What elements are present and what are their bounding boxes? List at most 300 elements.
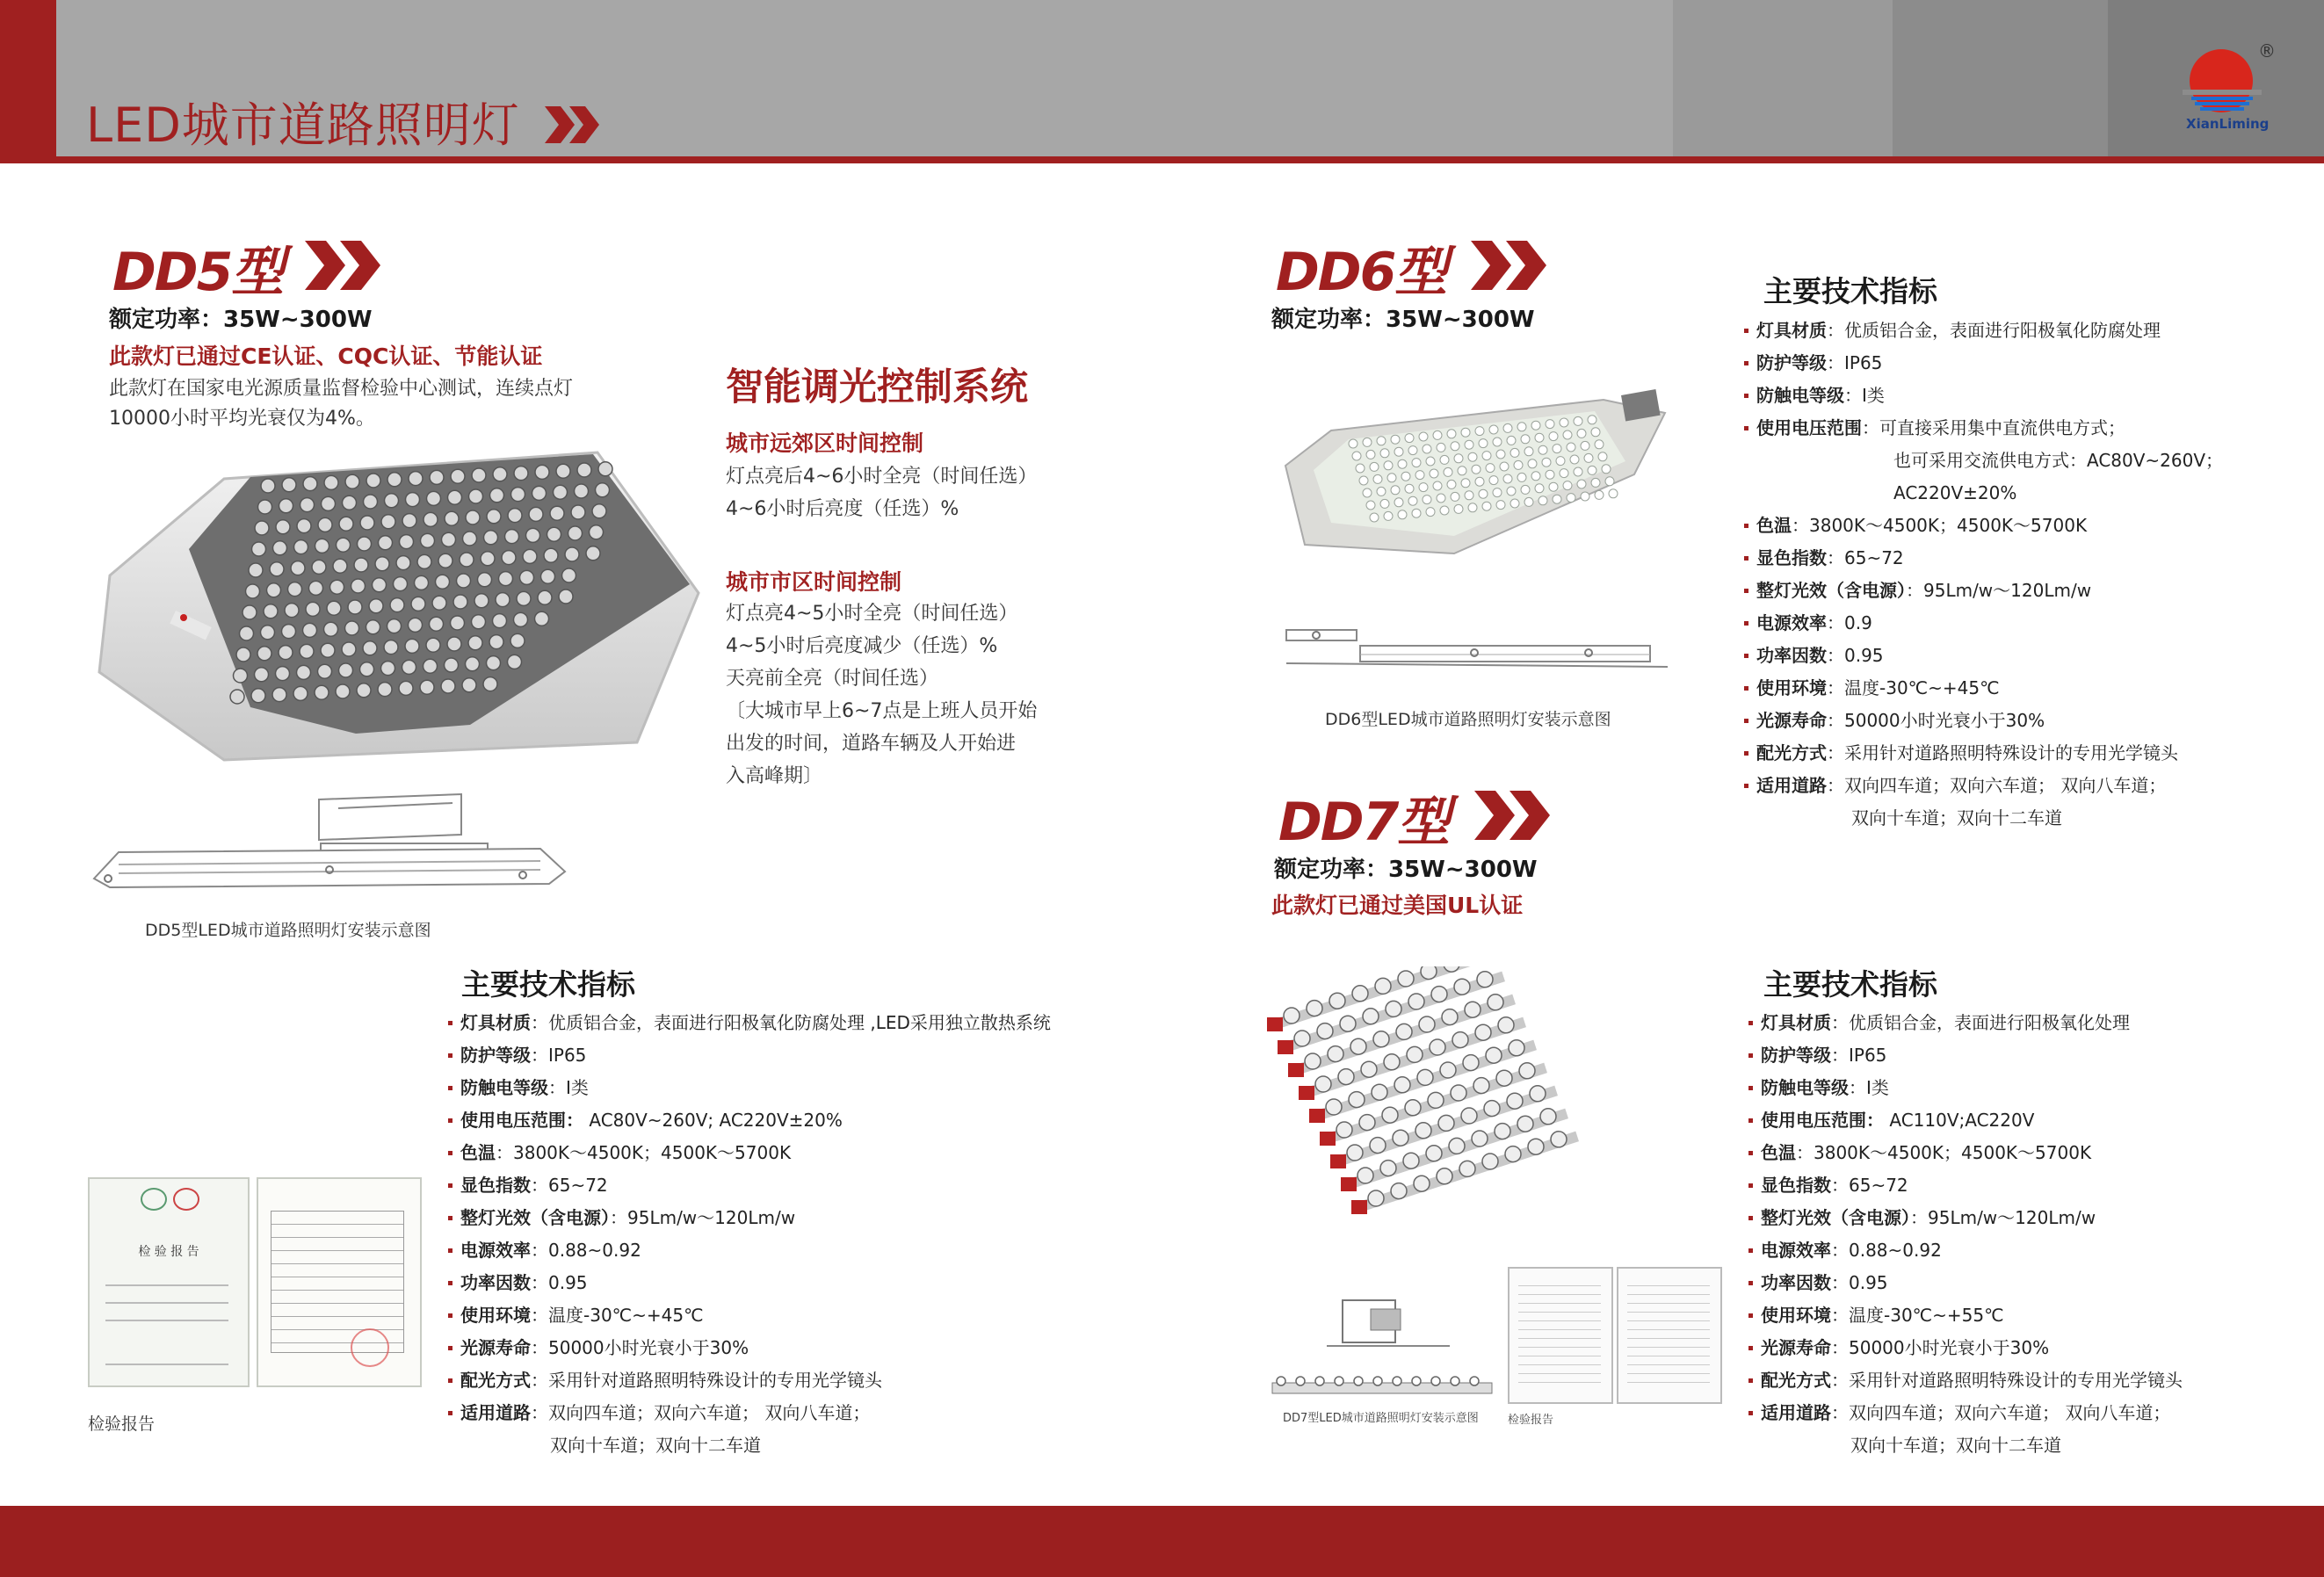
led-chip xyxy=(1489,425,1498,434)
dd5-install-diagram xyxy=(83,791,576,905)
led-chip xyxy=(1356,464,1365,473)
led-module xyxy=(1477,972,1493,987)
dd6-model-title xyxy=(1276,230,1445,306)
spec-key: 配光方式 xyxy=(1761,1370,1831,1391)
dd5-specs-list xyxy=(448,1007,1116,1462)
led-chip xyxy=(339,517,353,531)
led-chip xyxy=(508,509,522,523)
spec-value: ：65~72 xyxy=(531,1175,608,1196)
led-chip xyxy=(1373,474,1382,483)
dd5-desc-line: 10000小时平均光衰仅为4%。 xyxy=(109,408,375,430)
led-chip xyxy=(318,517,332,532)
led-chip xyxy=(481,552,495,566)
spec-key: 适用道路 xyxy=(1761,1402,1831,1423)
led-chip xyxy=(577,463,591,477)
led-chip xyxy=(255,521,269,535)
spec-item xyxy=(1744,510,2306,542)
led-chip xyxy=(1430,469,1438,478)
led-module xyxy=(1495,1124,1510,1139)
led-chip xyxy=(1553,445,1561,453)
led-module xyxy=(1382,1107,1398,1123)
spec-key: 显色指数 xyxy=(1761,1175,1831,1196)
led-chip xyxy=(1408,446,1417,455)
led-chip xyxy=(343,496,357,510)
led-module xyxy=(1363,1009,1379,1024)
spec-key: 功率因数 xyxy=(1761,1272,1831,1293)
spec-item xyxy=(1744,380,2306,412)
led-chip xyxy=(279,499,293,513)
spec-item xyxy=(1744,575,2306,607)
led-module xyxy=(1482,1154,1498,1169)
led-chip xyxy=(1415,471,1424,480)
led-chip xyxy=(472,468,486,482)
led-chip xyxy=(1423,445,1431,453)
led-chip xyxy=(1366,501,1375,510)
led-chip xyxy=(1380,449,1389,458)
led-chip xyxy=(249,563,263,577)
led-chip xyxy=(462,678,476,692)
spec-value: ：双向四车道；双向六车道； 双向八车道； xyxy=(531,1402,871,1423)
led-module xyxy=(1419,1016,1435,1032)
led-chip xyxy=(291,561,305,575)
led-chip xyxy=(1412,459,1421,467)
led-chip xyxy=(234,669,248,683)
led-chip xyxy=(366,620,380,634)
led-module xyxy=(1380,1161,1396,1176)
end-cap xyxy=(1267,1017,1283,1031)
spec-item xyxy=(448,1397,1116,1429)
led-module xyxy=(1372,1084,1387,1100)
led-chip xyxy=(1560,469,1568,478)
led-chip xyxy=(288,582,302,597)
led-chip xyxy=(357,684,371,698)
city-control-lines xyxy=(726,597,1037,792)
led-chip xyxy=(324,622,338,636)
led-module xyxy=(1352,986,1368,1002)
led-chip xyxy=(240,626,254,640)
led-module xyxy=(1430,1039,1445,1055)
led-chip xyxy=(1391,435,1400,444)
page-title-text: LED城市道路照明灯 xyxy=(86,98,520,153)
led-chip xyxy=(514,467,528,481)
spec-item xyxy=(448,1104,1116,1137)
led-chip xyxy=(1503,423,1512,432)
led-chip xyxy=(496,593,510,607)
led-module xyxy=(1357,1168,1373,1183)
spec-item xyxy=(1748,1364,2311,1397)
end-cap xyxy=(1278,1040,1293,1054)
led-chip xyxy=(1384,511,1393,520)
city-line: 灯点亮4~5小时全亮（时间任选） xyxy=(726,603,1018,625)
led-module xyxy=(1472,1131,1488,1147)
led-chip xyxy=(1542,458,1551,467)
led-chip xyxy=(1503,474,1512,483)
spec-key: 功率因数 xyxy=(1756,645,1827,666)
led-chip xyxy=(333,559,347,573)
dd6-rated-power: 额定功率：35W~300W xyxy=(1271,307,1535,333)
dd5-report-caption: 检验报告 xyxy=(88,1414,156,1434)
led-chip xyxy=(1482,452,1491,460)
led-module xyxy=(1498,1017,1514,1033)
led-module xyxy=(1408,994,1424,1009)
led-chip xyxy=(1461,479,1470,488)
led-chip xyxy=(1556,457,1565,466)
led-chip xyxy=(1591,428,1600,437)
led-chip xyxy=(1468,503,1477,512)
led-chip xyxy=(1437,443,1445,452)
led-chip xyxy=(351,579,366,593)
led-chip xyxy=(457,574,471,588)
double-chevron-icon xyxy=(543,105,605,145)
led-chip xyxy=(394,577,408,591)
led-chip xyxy=(505,530,519,544)
spec-value: ：I类 xyxy=(1844,385,1885,406)
spec-item xyxy=(1744,315,2306,347)
led-chip xyxy=(468,636,482,650)
led-chip xyxy=(273,541,287,555)
led-chip xyxy=(1517,423,1526,431)
led-chip xyxy=(1546,420,1554,429)
led-chip xyxy=(1549,432,1558,441)
led-chip xyxy=(1447,480,1456,488)
led-chip xyxy=(348,600,362,614)
spec-value: AC80V~260V; AC220V±20% xyxy=(583,1110,843,1131)
spec-value: ：温度-30℃~+45℃ xyxy=(1827,677,2000,698)
spec-key: 灯具材质 xyxy=(1761,1012,1831,1033)
led-chip xyxy=(592,504,606,518)
led-chip xyxy=(406,493,420,507)
led-chip xyxy=(1433,430,1442,439)
led-chip xyxy=(1595,490,1604,499)
led-chip xyxy=(1391,486,1400,495)
led-chip xyxy=(306,602,320,616)
led-chip xyxy=(451,469,465,483)
led-chip xyxy=(1458,467,1466,475)
spec-item xyxy=(1744,347,2306,380)
led-chip xyxy=(282,625,296,639)
led-module xyxy=(1336,1122,1352,1138)
spec-key: 防护等级 xyxy=(460,1045,531,1066)
led-chip xyxy=(354,558,368,572)
led-chip xyxy=(318,664,332,678)
led-module xyxy=(1338,1069,1354,1085)
led-chip xyxy=(1584,453,1593,462)
led-chip xyxy=(1535,433,1544,442)
led-chip xyxy=(1549,482,1558,491)
led-chip xyxy=(267,583,281,597)
led-chip xyxy=(526,528,540,542)
dd5-install-caption: DD5型LED城市道路照明灯安装示意图 xyxy=(145,921,431,940)
led-chip xyxy=(345,621,359,635)
spec-key: 防触电等级 xyxy=(460,1077,548,1098)
led-module xyxy=(1373,1031,1389,1047)
led-module xyxy=(1505,1147,1521,1162)
led-chip xyxy=(337,538,351,552)
led-chip xyxy=(420,680,434,694)
led-chip xyxy=(511,488,525,502)
led-chip xyxy=(315,539,329,553)
led-chip xyxy=(400,535,414,549)
dd7-specs-title: 主要技术指标 xyxy=(1763,967,1937,1002)
led-chip xyxy=(1475,427,1484,436)
led-chip xyxy=(236,647,250,662)
page-title xyxy=(86,88,605,156)
spec-continuation: 双向十车道；双向十二车道 xyxy=(1851,807,2062,828)
led-chip xyxy=(1510,448,1519,457)
led-chip xyxy=(366,474,380,488)
led-chip xyxy=(324,475,338,489)
spec-key: 防护等级 xyxy=(1756,352,1827,373)
led-chip xyxy=(1359,476,1368,485)
led-chip xyxy=(430,470,444,484)
led-chip xyxy=(409,618,423,632)
spec-item xyxy=(448,1364,1116,1397)
led-chip xyxy=(568,526,583,540)
spec-key: 防护等级 xyxy=(1761,1045,1831,1066)
led-chip xyxy=(327,601,341,615)
dd5-certification: 此款灯已通过CE认证、CQC认证、节能认证 xyxy=(109,344,543,369)
led-chip xyxy=(1384,461,1393,470)
dd5-rated-power: 额定功率：35W~300W xyxy=(109,307,373,333)
spec-value: ：温度-30℃~+45℃ xyxy=(531,1305,704,1326)
led-chip xyxy=(230,690,244,704)
led-chip xyxy=(1574,467,1582,476)
led-chip xyxy=(472,615,486,629)
led-chip xyxy=(1581,441,1589,450)
header-bar-shade xyxy=(1893,0,2108,160)
led-module xyxy=(1350,1038,1366,1054)
header-divider xyxy=(0,156,2324,163)
led-module xyxy=(1405,1100,1421,1116)
led-chip xyxy=(571,505,585,519)
led-module xyxy=(1473,1078,1489,1094)
led-chip xyxy=(556,464,570,478)
dd5-model-text: DD5型 xyxy=(112,242,283,303)
spec-value: ：采用针对道路照明特殊设计的专用光学镜头 xyxy=(1827,742,2178,763)
led-chip xyxy=(483,677,497,691)
dd6-specs-list xyxy=(1744,315,2306,835)
led-module xyxy=(1509,1040,1524,1056)
city-line: 出发的时间，道路车辆及人开始进 xyxy=(726,733,1017,755)
led-chip xyxy=(293,686,308,700)
led-chip xyxy=(1451,492,1459,501)
led-module xyxy=(1393,1377,1401,1385)
led-chip xyxy=(510,633,525,647)
led-chip xyxy=(1405,484,1414,493)
spec-key: 整灯光效（含电源） xyxy=(1756,580,1906,601)
spec-value: ：0.95 xyxy=(1831,1272,1888,1293)
led-module xyxy=(1315,1377,1324,1385)
led-chip xyxy=(390,598,404,612)
led-chip xyxy=(550,506,564,520)
led-chip xyxy=(586,546,600,561)
led-module xyxy=(1415,1123,1431,1139)
spec-item xyxy=(448,1234,1116,1267)
header-bar-shade xyxy=(1673,0,1893,160)
spec-item xyxy=(1744,672,2306,705)
led-module xyxy=(1349,1092,1365,1108)
spec-value: ：I类 xyxy=(548,1077,589,1098)
spec-key: 光源寿命 xyxy=(460,1337,531,1358)
dd7-install-diagram xyxy=(1265,1291,1502,1406)
led-chip xyxy=(1574,416,1582,425)
led-chip xyxy=(300,498,315,512)
spec-item xyxy=(448,1169,1116,1202)
led-chip xyxy=(575,484,589,498)
led-module xyxy=(1315,1076,1331,1092)
led-module xyxy=(1329,993,1345,1009)
led-module xyxy=(1284,1008,1300,1024)
spec-item xyxy=(1748,1299,2311,1332)
spec-continuation: 双向十车道；双向十二车道 xyxy=(1850,1435,2061,1456)
led-chip xyxy=(1553,495,1561,503)
led-chip xyxy=(1479,489,1488,498)
city-line: 4~5小时后亮度减少（任选）% xyxy=(726,635,998,657)
led-chip xyxy=(1419,483,1428,492)
led-chip xyxy=(466,657,480,671)
led-chip xyxy=(1461,428,1470,437)
spec-key: 防触电等级 xyxy=(1756,385,1844,406)
end-cap xyxy=(1288,1063,1304,1077)
led-chip xyxy=(424,659,438,673)
dd7-specs-list xyxy=(1748,1007,2311,1462)
led-chip xyxy=(1377,437,1386,445)
led-chip xyxy=(1405,434,1414,443)
spec-value: ：95Lm/w～120Lm/w xyxy=(610,1207,796,1228)
led-module xyxy=(1375,978,1391,994)
led-chip xyxy=(427,491,441,505)
led-chip xyxy=(381,662,395,676)
dd7-rated-power: 额定功率：35W~300W xyxy=(1274,857,1538,883)
led-chip xyxy=(336,684,350,698)
spec-item xyxy=(448,1202,1116,1234)
brand-logo xyxy=(2183,44,2270,141)
led-chip xyxy=(544,548,558,562)
spec-value: ：IP65 xyxy=(531,1045,587,1066)
led-chip xyxy=(562,568,576,582)
spec-key: 电源效率 xyxy=(460,1240,531,1261)
led-module xyxy=(1437,1168,1452,1184)
led-chip xyxy=(379,536,393,550)
led-chip xyxy=(1500,462,1509,471)
spec-value: ：双向四车道；双向六车道； 双向八车道； xyxy=(1831,1402,2171,1423)
led-chip xyxy=(1468,452,1477,461)
led-chip xyxy=(385,494,399,508)
dd5-double-chevron-icon xyxy=(303,239,391,292)
spec-key: 配光方式 xyxy=(460,1370,531,1391)
led-chip xyxy=(1370,513,1379,522)
spec-item xyxy=(448,1007,1116,1039)
led-chip xyxy=(309,581,323,595)
led-chip xyxy=(541,569,555,583)
led-chip xyxy=(1560,418,1568,427)
led-module xyxy=(1361,1061,1377,1077)
spec-value: ：优质铝合金，表面进行阳极氧化防腐处理 ,LED采用独立散热系统 xyxy=(531,1012,1051,1033)
led-chip xyxy=(360,662,374,676)
led-chip xyxy=(409,472,423,486)
led-module xyxy=(1540,1109,1556,1125)
led-chip xyxy=(1352,452,1361,460)
led-module xyxy=(1486,1047,1502,1063)
spec-continuation: AC220V±20% xyxy=(1893,482,2017,503)
spec-value: ：IP65 xyxy=(1831,1045,1887,1066)
spec-key: 功率因数 xyxy=(460,1272,531,1293)
city-line: 天亮前全亮（时间任选） xyxy=(726,668,939,690)
spec-key: 灯具材质 xyxy=(1756,320,1827,341)
led-chip xyxy=(1465,440,1473,449)
led-module xyxy=(1449,1138,1465,1154)
led-chip xyxy=(1581,492,1589,501)
led-chip xyxy=(1524,447,1533,456)
spec-key: 整灯光效（含电源） xyxy=(460,1207,610,1228)
led-chip xyxy=(1486,464,1495,473)
led-chip xyxy=(535,611,549,626)
led-chip xyxy=(1408,496,1417,505)
spec-key: 色温 xyxy=(1761,1142,1796,1163)
led-chip xyxy=(448,490,462,504)
led-chip xyxy=(1588,416,1596,424)
led-chip xyxy=(441,679,455,693)
led-module xyxy=(1475,1024,1491,1040)
led-chip xyxy=(447,637,461,651)
led-chip xyxy=(1595,440,1604,449)
spec-value: ：50000小时光衰小于30% xyxy=(531,1337,749,1358)
led-chip xyxy=(415,575,429,590)
spec-key: 光源寿命 xyxy=(1761,1337,1831,1358)
led-module xyxy=(1317,1024,1333,1039)
spec-key: 灯具材质 xyxy=(460,1012,531,1033)
led-module xyxy=(1507,1093,1523,1109)
spec-value: ：IP65 xyxy=(1827,352,1883,373)
led-chip xyxy=(598,462,612,476)
led-chip xyxy=(321,643,335,657)
led-chip xyxy=(264,604,278,619)
led-module xyxy=(1438,1115,1454,1131)
led-chip xyxy=(1440,455,1449,464)
led-module xyxy=(1451,1085,1466,1101)
led-chip xyxy=(381,515,395,529)
led-chip xyxy=(520,570,534,584)
led-chip xyxy=(436,575,450,589)
led-chip xyxy=(303,477,317,491)
led-chip xyxy=(303,623,317,637)
spec-continuation: 双向十车道；双向十二车道 xyxy=(550,1435,761,1456)
led-chip xyxy=(364,495,378,509)
spec-value: ：3800K～4500K；4500K～5700K xyxy=(496,1142,792,1163)
spec-item xyxy=(448,1137,1116,1169)
led-chip xyxy=(596,483,610,497)
spec-key: 配光方式 xyxy=(1756,742,1827,763)
led-module xyxy=(1328,1046,1343,1062)
spec-value: ：采用针对道路照明特殊设计的专用光学镜头 xyxy=(1831,1370,2183,1391)
led-chip xyxy=(261,626,275,640)
led-chip xyxy=(1482,502,1491,510)
led-chip xyxy=(1528,459,1537,468)
led-module xyxy=(1465,1002,1481,1017)
led-module xyxy=(1431,1377,1440,1385)
led-module xyxy=(1407,1046,1423,1062)
led-module xyxy=(1484,1101,1500,1117)
led-chip xyxy=(1521,435,1530,444)
led-chip xyxy=(1510,499,1519,508)
led-chip xyxy=(490,488,504,503)
spec-item xyxy=(448,1332,1116,1364)
led-chip xyxy=(559,590,573,604)
spec-value: ：50000小时光衰小于30% xyxy=(1831,1337,2050,1358)
led-chip xyxy=(1454,504,1463,513)
spec-item xyxy=(448,1299,1116,1332)
led-chip xyxy=(1419,432,1428,441)
